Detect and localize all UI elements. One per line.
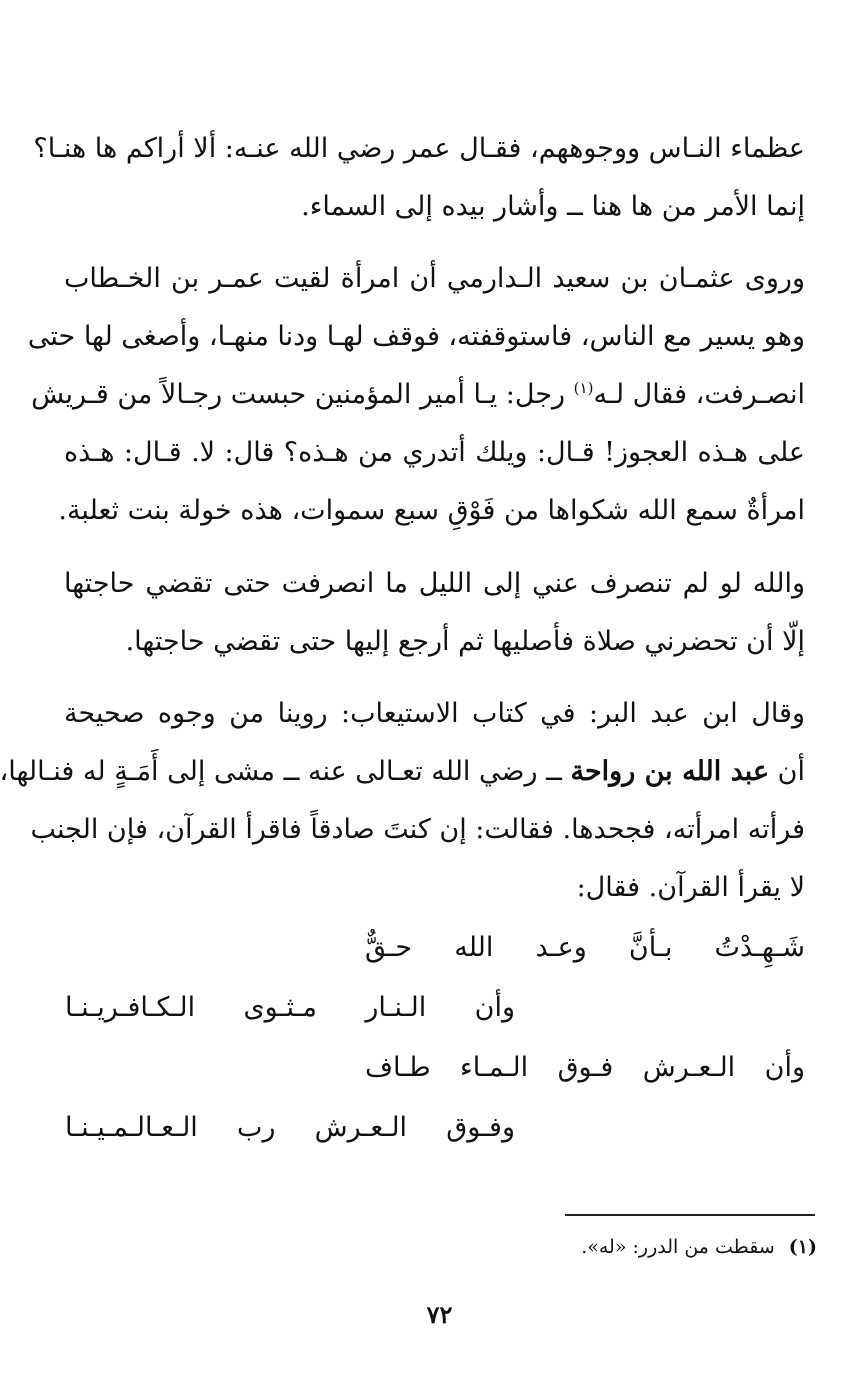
footnote-reference[interactable]: (١) xyxy=(573,379,594,397)
paragraph-line: فرأته امرأته، فجحدها. فقالت: إن كنتَ صادقاً فاقرأ القرآن، فإن الجنب xyxy=(30,814,805,845)
line-segment: أن xyxy=(769,756,805,787)
paragraph-line: إنما الأمر من ها هنا ــ وأشار بيده إلى السماء. xyxy=(301,191,805,222)
footnote-text: سقطت من الدرر: «له». xyxy=(581,1236,775,1258)
paragraph-line: لا يقرأ القرآن. فقال: xyxy=(576,872,805,903)
poem-verse: وأن الـعـرش فـوق الـمـاء طـاف xyxy=(365,1052,805,1083)
footnote-divider xyxy=(565,1214,815,1216)
poem-verse: وأن الـنـار مـثـوى الـكـافـريـنـا xyxy=(65,992,515,1023)
paragraph-line: إلّا أن تحضرني صلاة فأصليها ثم أرجع إليها حتى تقضي حاجتها. xyxy=(125,626,805,657)
paragraph-line: عظماء النـاس ووجوههم، فقـال عمر رضي الله عنـه: ألا أراكم ها هنـا؟ xyxy=(33,133,805,164)
line-segment: رجل: يـا أمير المؤمنين حبست رجـالاً من قـريش xyxy=(31,379,574,410)
paragraph-line: وهو يسير مع الناس، فاستوقفته، فوقف لهـا ودنا منهـا، وأصغى لها حتى xyxy=(27,321,805,352)
paragraph-line-with-footnote xyxy=(31,366,805,424)
paragraph-line: امرأةٌ سمع الله شكواها من فَوْقِ سبع سموات، هذه خولة بنت ثعلبة. xyxy=(58,495,805,526)
paragraph-4 xyxy=(0,685,805,917)
paragraph-2 xyxy=(27,250,805,540)
paragraph-line: وروى عثمـان بن سعيد الـدارمي أن امرأة لقيت عمـر بن الخـطاب xyxy=(64,263,805,294)
paragraph-1 xyxy=(33,120,805,236)
poem-verse: وفـوق الـعـرش رب الـعـالـمـيـنـا xyxy=(65,1112,515,1143)
paragraph-line: وقال ابن عبد البر: في كتاب الاستيعاب: روينا من وجوه صحيحة xyxy=(64,698,805,729)
footnote-number: (١) xyxy=(788,1236,817,1258)
paragraph-line-with-name xyxy=(0,743,805,801)
poem-verse: شَـهِـدْتُ بـأنَّ وعـد الله حـقٌّ xyxy=(365,932,805,963)
paragraph-line: على هـذه العجوز! قـال: ويلك أتدري من هـذه؟ قال: لا. قـال: هـذه xyxy=(64,437,805,468)
person-name: عبد الله بن رواحة xyxy=(570,756,770,787)
paragraph-line: والله لو لم تنصرف عني إلى الليل ما انصرفت حتى تقضي حاجتها xyxy=(64,568,805,599)
page-number: ٧٢ xyxy=(426,1300,453,1329)
paragraph-3 xyxy=(64,555,805,671)
footnote xyxy=(581,1232,817,1262)
line-segment: ــ رضي الله تعـالى عنه ــ مشى إلى أَمَـةٍ له فنـالها، xyxy=(0,756,571,787)
line-segment: انصـرفت، فقال لـه xyxy=(593,379,805,410)
